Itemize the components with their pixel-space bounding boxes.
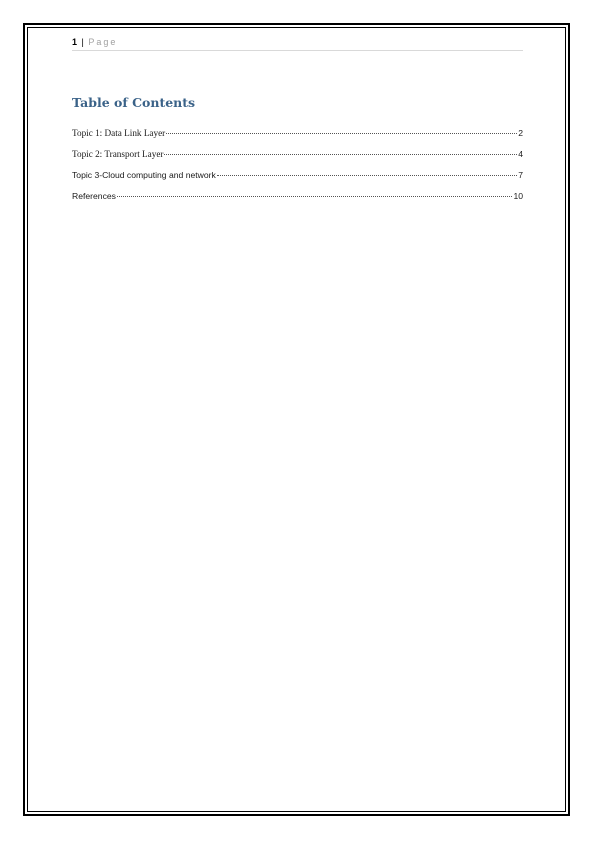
table-of-contents [72, 128, 523, 212]
toc-entry-label: References [72, 191, 116, 201]
toc-leader-dots [217, 175, 517, 176]
header-separator: | [81, 37, 84, 47]
page-header [72, 36, 523, 51]
toc-entry-page: 4 [518, 149, 523, 159]
toc-entry-topic-3[interactable] [72, 170, 523, 191]
toc-title: Table of Contents [72, 95, 196, 110]
toc-entry-page: 10 [513, 191, 523, 201]
page-label: Page [88, 37, 118, 47]
toc-entry-label: Topic 3-Cloud computing and network [72, 170, 216, 180]
toc-entry-label: Topic 2: Transport Layer [72, 149, 164, 159]
toc-entry-topic-1[interactable] [72, 128, 523, 149]
toc-leader-dots [117, 196, 512, 197]
toc-entry-references[interactable] [72, 191, 523, 212]
toc-leader-dots [164, 154, 517, 155]
page-number: 1 [72, 37, 78, 47]
toc-entry-page: 2 [518, 128, 523, 138]
toc-leader-dots [166, 133, 517, 134]
toc-entry-label: Topic 1: Data Link Layer [72, 128, 166, 138]
toc-entry-page: 7 [518, 170, 523, 180]
toc-entry-topic-2[interactable] [72, 149, 523, 170]
